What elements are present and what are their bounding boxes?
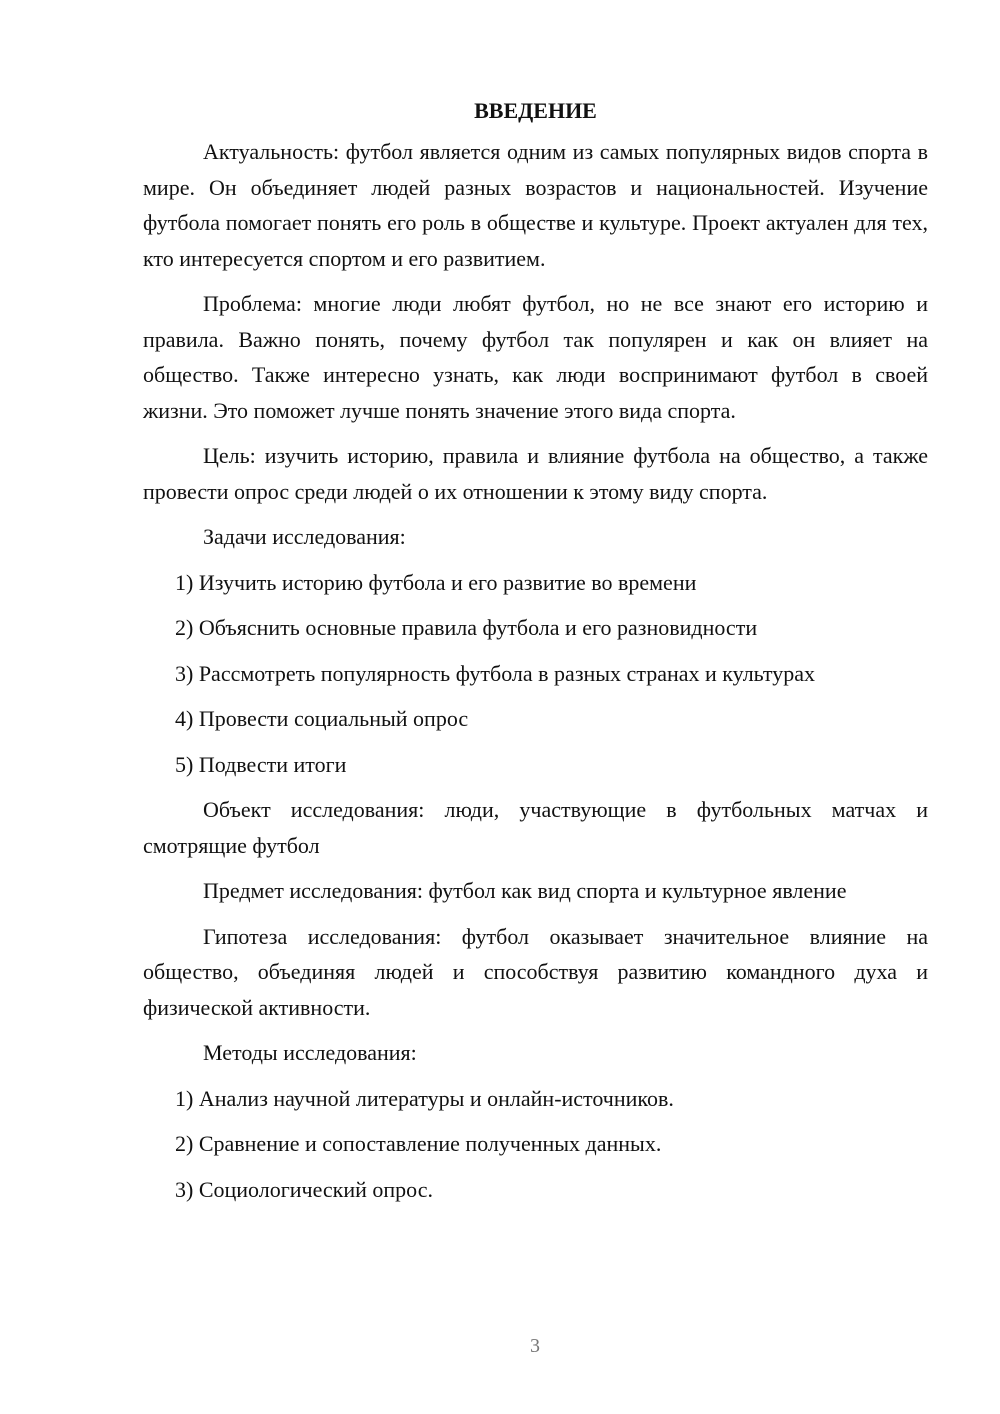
task-item-4: 4) Провести социальный опрос — [175, 706, 469, 731]
hypothesis-paragraph: Гипотеза исследования: футбол оказывает значительное влияние на общество, объединяя людей и способствуя развитию командного духа и физической активности. — [143, 923, 928, 1020]
method-item-2: 2) Сравнение и сопоставление полученных данных. — [175, 1131, 662, 1156]
task-item-5: 5) Подвести итоги — [175, 751, 347, 777]
methods-label: Методы исследования: — [203, 1040, 417, 1065]
subject-paragraph: Предмет исследования: футбол как вид спорта и культурное явление — [203, 878, 847, 903]
problem-paragraph: Проблема: многие люди любят футбол, но не все знают его историю и правила. Важно понять, почему футбол так популярен и как он влияет на общество. Также интересно узнать, как люди воспринимают футбол в своей жизни. Это поможет лучше понять значение этого вида спорта. — [143, 291, 928, 423]
task-item-1: 1) Изучить историю футбола и его развитие во времени — [175, 569, 697, 595]
object-paragraph: Объект исследования: люди, участвующие в футбольных матчах и смотрящие футбол — [143, 797, 928, 858]
methods-list — [143, 1081, 928, 1208]
page-number: 3 — [530, 1335, 540, 1357]
goal-paragraph: Цель: изучить историю, правила и влияние футбола на общество, а также провести опрос среди людей о их отношении к этому виду спорта. — [143, 443, 928, 504]
task-item-2: 2) Объяснить основные правила футбола и его разновидности — [175, 615, 758, 640]
tasks-list — [143, 565, 928, 783]
relevance-paragraph: Актуальность: футбол является одним из самых популярных видов спорта в мире. Он объединяет людей разных возрастов и национальностей. Изучение футбола помогает понять его роль в обществе и культуре. Проект актуален для тех, кто интересуется спортом и его развитием. — [143, 139, 928, 271]
task-item-3: 3) Рассмотреть популярность футбола в разных странах и культурах — [175, 660, 815, 686]
method-item-3: 3) Социологический опрос. — [175, 1176, 433, 1202]
document-body — [143, 96, 928, 1217]
tasks-label: Задачи исследования: — [203, 524, 406, 549]
method-item-1: 1) Анализ научной литературы и онлайн-источников. — [175, 1085, 674, 1111]
section-title: ВВЕДЕНИЕ — [474, 98, 597, 123]
